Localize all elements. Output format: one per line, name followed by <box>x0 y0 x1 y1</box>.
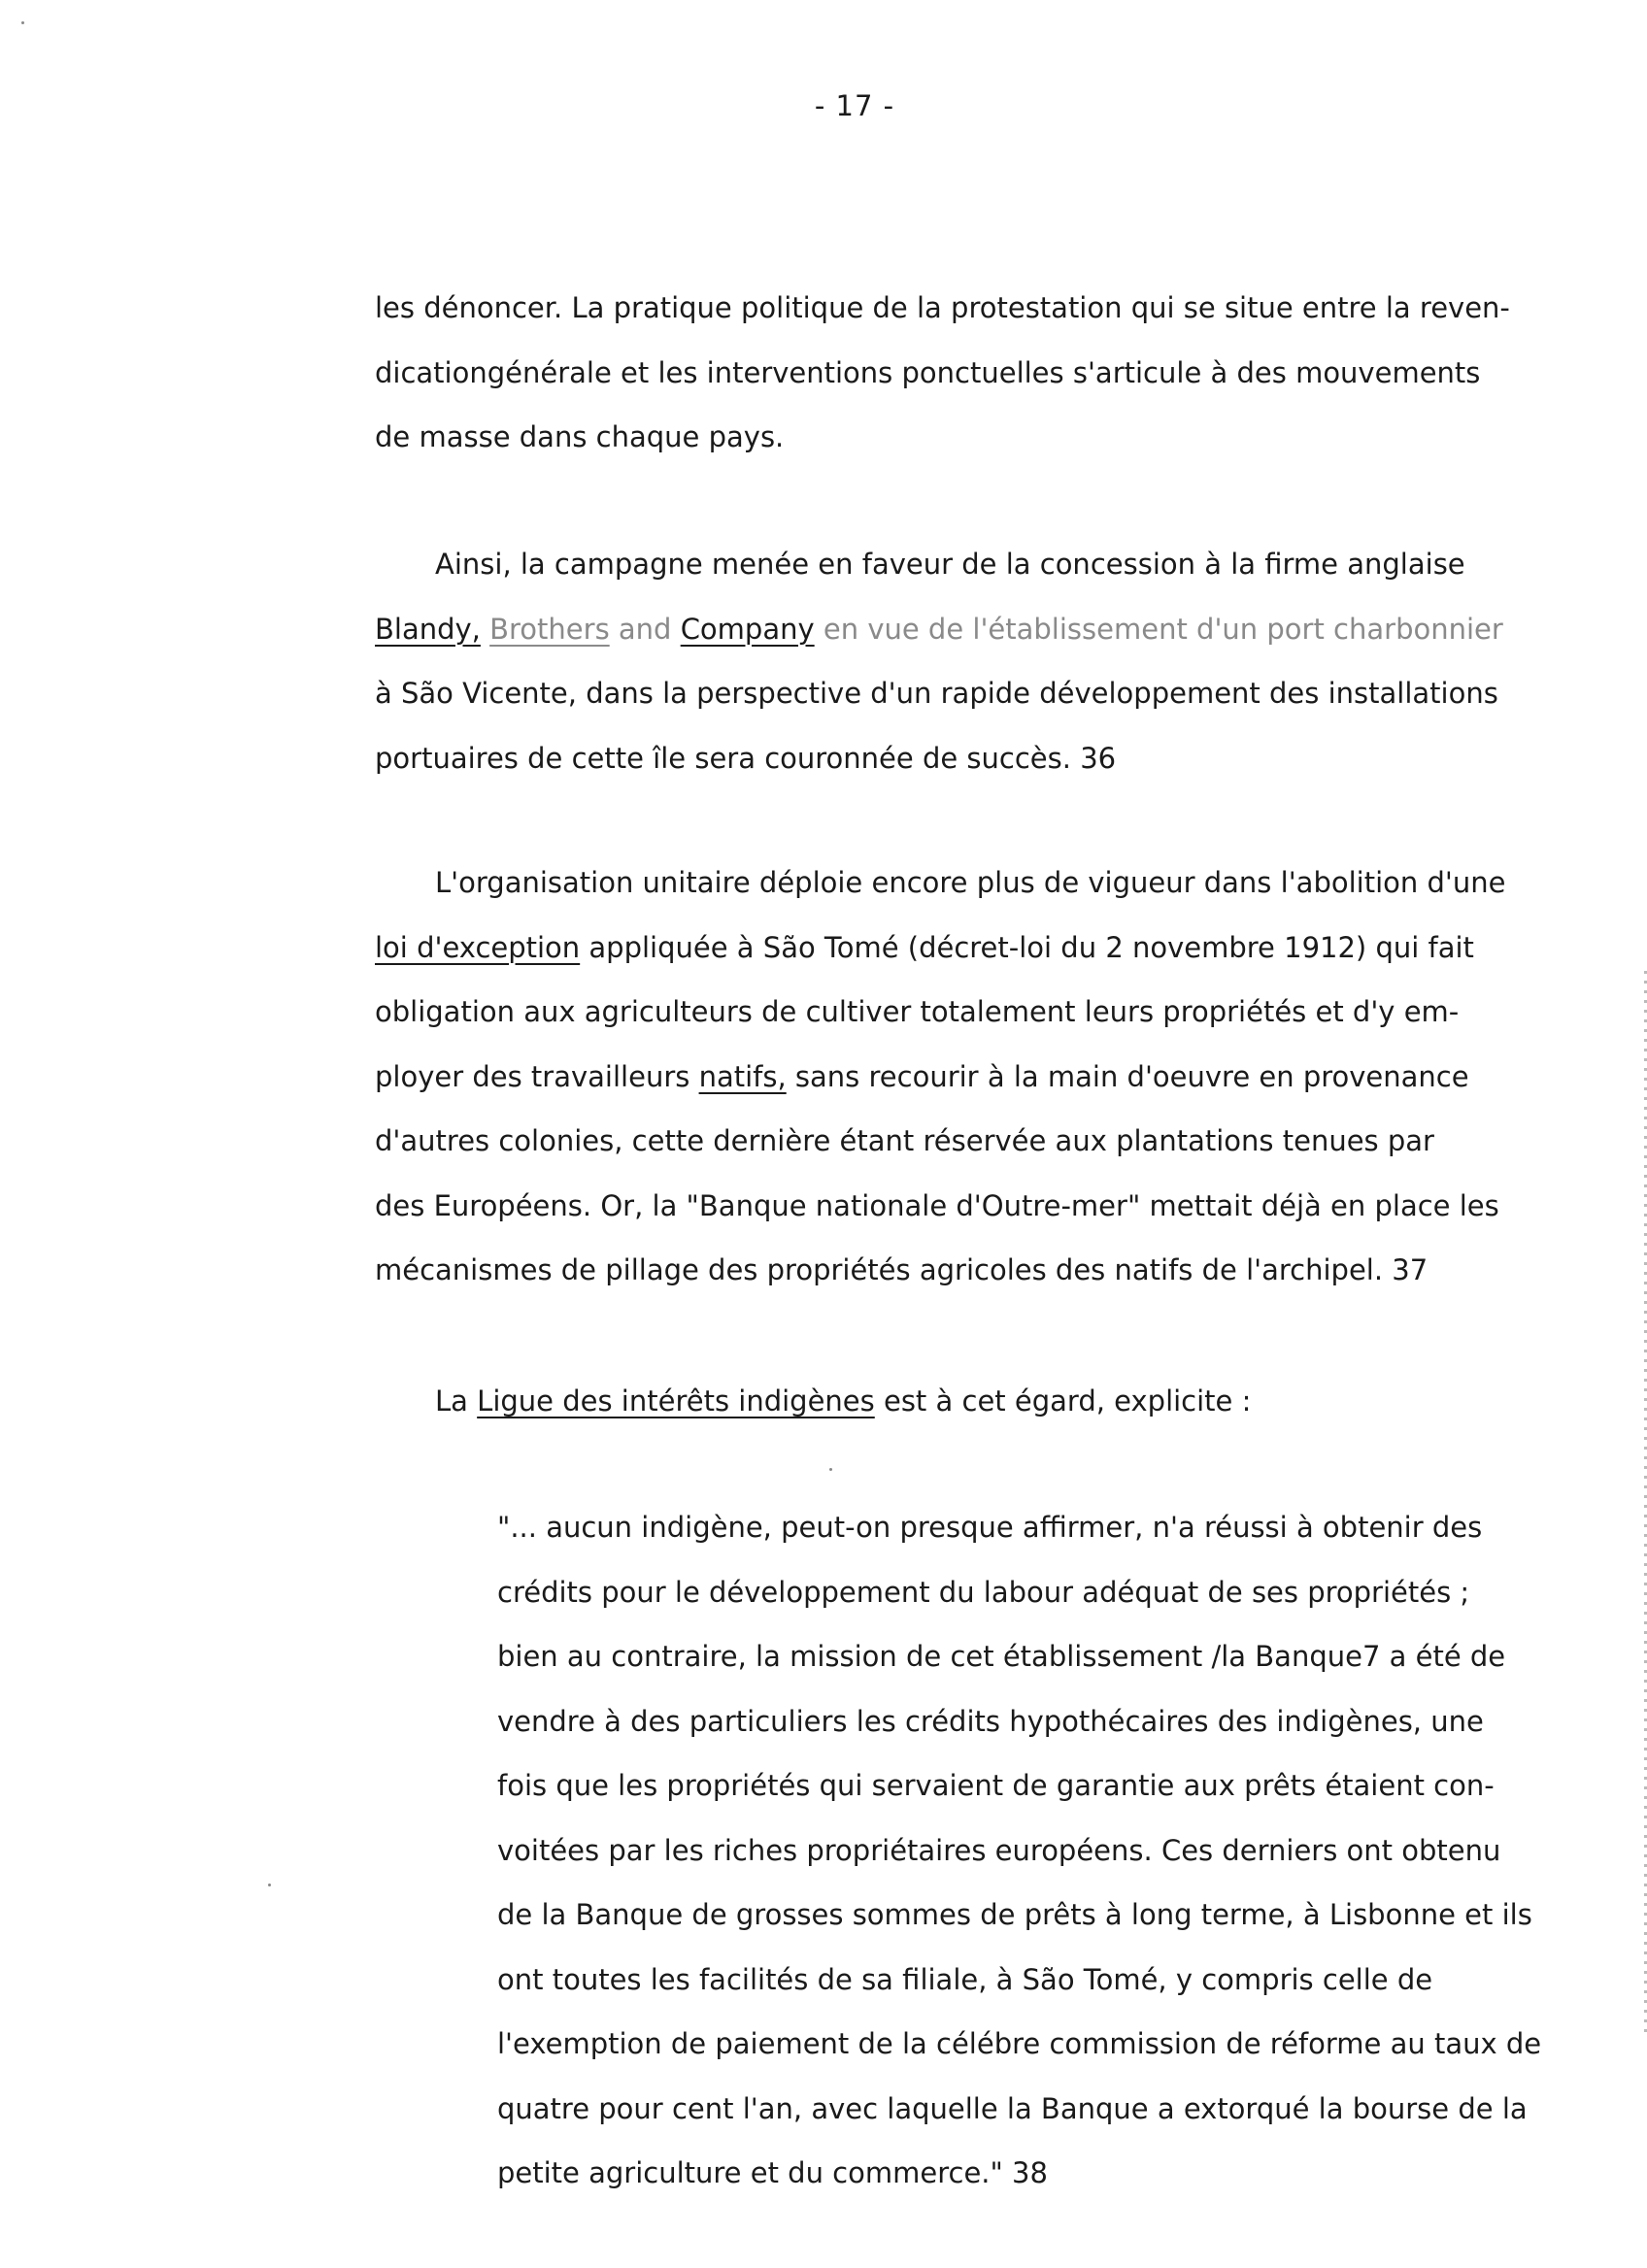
quote-line: l'exemption de paiement de la célébre commission de réforme au taux de <box>497 2027 1542 2060</box>
company-name-company: Company <box>680 612 815 646</box>
text-line: de masse dans chaque pays. <box>375 420 785 453</box>
text-line <box>435 1369 1251 1434</box>
text-fragment: en vue de l'établissement d'un port charbonnier <box>823 612 1503 646</box>
scan-speck <box>21 21 24 24</box>
company-name-blandy: Blandy, <box>375 612 481 646</box>
text-fragment: ployer des travailleurs <box>375 1059 690 1093</box>
text-fragment: La <box>435 1384 468 1418</box>
text-fragment: appliquée à São Tomé (décret-loi du 2 novembre 1912) qui fait <box>588 930 1474 964</box>
block-quote <box>497 1495 1541 2206</box>
text-line: des Européens. Or, la "Banque nationale d'Outre-mer" mettait déjà en place les <box>375 1188 1499 1222</box>
company-name-and: and <box>618 612 672 646</box>
text-fragment: est à cet égard, explicite : <box>883 1384 1252 1418</box>
quote-line: de la Banque de grosses sommes de prêts à long terme, à Lisbonne et ils <box>497 1898 1532 1931</box>
quote-line: bien au contraire, la mission de cet établissement /la Banque7 a été de <box>497 1640 1506 1673</box>
company-name-brothers: Brothers <box>489 612 610 646</box>
page-number: - 17 - <box>814 89 895 122</box>
text-line: dicationgénérale et les interventions ponctuelles s'articule à des mouvements <box>375 355 1481 389</box>
text-line: à São Vicente, dans la perspective d'un rapide développement des installations <box>375 677 1498 710</box>
quote-line: quatre pour cent l'an, avec laquelle la Banque a extorqué la bourse de la <box>497 2091 1528 2125</box>
underlined-term: natifs, <box>698 1059 787 1093</box>
quote-line: vendre à des particuliers les crédits hypothécaires des indigènes, une <box>497 1704 1484 1738</box>
quote-line: petite agriculture et du commerce." 38 <box>497 2156 1048 2189</box>
quote-line: fois que les propriétés qui servaient de garantie aux prêts étaient con- <box>497 1769 1495 1802</box>
text-line <box>375 597 1503 662</box>
paragraph-continuation <box>375 276 1510 470</box>
text-line: mécanismes de pillage des propriétés agricoles des natifs de l'archipel. 37 <box>375 1253 1429 1286</box>
text-fragment: sans recourir à la main d'oeuvre en provenance <box>794 1059 1469 1093</box>
quote-line: ont toutes les facilités de sa filiale, à São Tomé, y compris celle de <box>497 1962 1433 1996</box>
quote-line: "... aucun indigène, peut-on presque affirmer, n'a réussi à obtenir des <box>497 1511 1483 1544</box>
text-line: portuaires de cette île sera couronnée de succès. 36 <box>375 741 1117 775</box>
paragraph-ligue <box>435 1369 1251 1434</box>
underlined-term: Ligue des intérêts indigènes <box>477 1384 875 1418</box>
paragraph-sao-vicente <box>375 532 1503 790</box>
underlined-term: loi d'exception <box>375 930 581 964</box>
quote-line: voitées par les riches propriétaires européens. Ces derniers ont obtenu <box>497 1833 1501 1867</box>
text-line: Ainsi, la campagne menée en faveur de la concession à la firme anglaise <box>435 548 1465 581</box>
scan-speck <box>268 1884 271 1886</box>
scan-speck <box>829 1468 832 1471</box>
text-line <box>375 916 1505 981</box>
text-line: les dénoncer. La pratique politique de la protestation qui se situe entre la reven- <box>375 291 1510 324</box>
text-line <box>375 1045 1505 1110</box>
paragraph-organisation-unitaire <box>375 850 1505 1303</box>
text-line: L'organisation unitaire déploie encore plus de vigueur dans l'abolition d'une <box>435 866 1506 899</box>
quote-line: crédits pour le développement du labour adéquat de ses propriétés ; <box>497 1575 1470 1609</box>
text-line: obligation aux agriculteurs de cultiver totalement leurs propriétés et d'y em- <box>375 995 1460 1028</box>
text-line: d'autres colonies, cette dernière étant réservée aux plantations tenues par <box>375 1124 1434 1157</box>
